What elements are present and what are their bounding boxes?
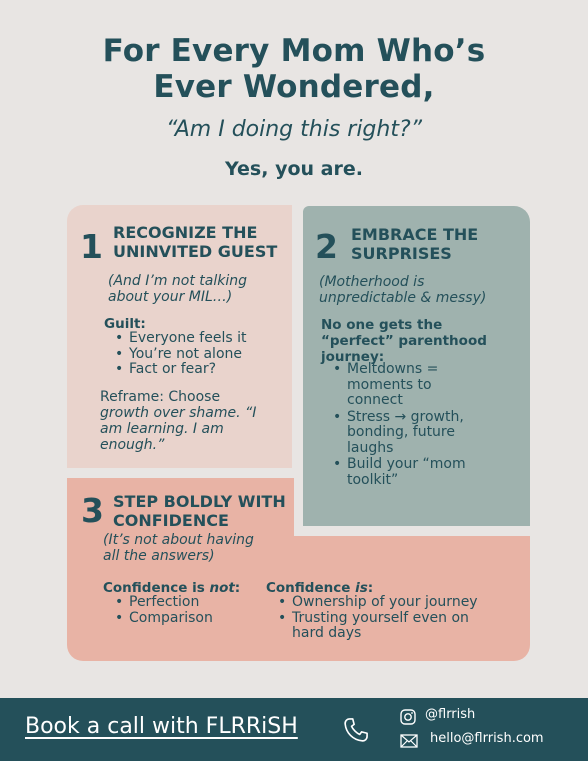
card1-aside-line1: (And I’m not talking: [108, 273, 248, 289]
confidence-is-list: [275, 595, 478, 642]
list-item: [275, 595, 478, 611]
label-colon: :: [367, 580, 374, 596]
item-line: moments to: [347, 376, 432, 393]
title-line-1: For Every Mom Who’s: [102, 33, 486, 69]
list-item: [275, 611, 478, 642]
quote-subtitle: “Am I doing this right?”: [165, 117, 423, 142]
reframe-line4: enough.”: [100, 437, 165, 453]
list-item: • Fact or fear?: [112, 362, 246, 378]
card2-list: [330, 362, 466, 488]
card2-number: 2: [315, 227, 338, 266]
card1-heading-line2: UNINVITED GUEST: [113, 242, 278, 261]
card3-aside: [103, 532, 254, 564]
page-title: [0, 33, 588, 105]
item-line: • Ownership of your journey: [292, 594, 478, 610]
instagram-icon[interactable]: [400, 709, 416, 725]
item-line: hard days: [292, 625, 362, 641]
answer-text: Yes, you are.: [225, 158, 363, 180]
card3-aside-line2: all the answers): [103, 548, 215, 564]
item-line: • Stress → growth,: [347, 408, 464, 425]
confidence-not-list: [112, 595, 213, 626]
list-item: • Everyone feels it: [112, 331, 246, 347]
card2-label-line2: “perfect” parenthood: [321, 333, 487, 349]
card1-heading: [113, 223, 277, 261]
list-item: • You’re not alone: [112, 347, 246, 363]
label-text: Confidence is: [103, 580, 210, 596]
list-item: [330, 457, 466, 488]
item-line: • Meltdowns =: [347, 361, 439, 377]
item-line: • Trusting yourself even on: [292, 609, 469, 626]
card1-list: [112, 331, 246, 378]
mail-icon[interactable]: [400, 734, 418, 748]
card1-aside: [108, 273, 247, 305]
list-item: • Perfection: [112, 595, 213, 611]
label-colon: :: [234, 580, 241, 596]
card3-heading-line1: STEP BOLDLY WITH: [113, 492, 286, 511]
card1-number: 1: [80, 227, 103, 266]
list-item: [330, 362, 466, 409]
book-call-link[interactable]: Book a call with FLRRiSH: [25, 714, 298, 739]
card2-label-line3: journey:: [321, 349, 385, 365]
card1-label: Guilt:: [104, 316, 146, 332]
reframe-line3: am learning. I am: [100, 421, 224, 437]
list-item: • Comparison: [112, 611, 213, 627]
email-link[interactable]: hello@flrrish.com: [430, 731, 544, 746]
phone-icon[interactable]: [342, 716, 370, 744]
card1-heading-line1: RECOGNIZE THE: [113, 223, 258, 242]
item-line: bonding, future: [347, 424, 455, 440]
item-line: connect: [347, 392, 403, 408]
list-item: [330, 410, 466, 457]
label-emphasis: is: [355, 580, 368, 596]
card2-heading-line1: EMBRACE THE: [351, 225, 479, 244]
item-line: toolkit”: [347, 471, 399, 488]
card2-aside-line1: (Motherhood is: [319, 274, 425, 290]
card3-heading: [113, 492, 286, 530]
item-line: laughs: [347, 439, 394, 456]
card3-heading-line2: CONFIDENCE: [113, 511, 229, 530]
label-emphasis: not: [209, 580, 235, 596]
card2-aside: [319, 274, 486, 306]
card3-number: 3: [81, 491, 104, 530]
card2-label: [321, 317, 487, 365]
card2-heading: [351, 225, 478, 263]
item-line: • Build your “mom: [347, 456, 466, 472]
reframe-line2: growth over shame. “I: [100, 405, 257, 421]
title-line-2: Ever Wondered,: [153, 69, 435, 105]
card2-aside-line2: unpredictable & messy): [319, 290, 487, 306]
card2-heading-line2: SURPRISES: [351, 244, 452, 263]
instagram-handle[interactable]: @flrrish: [425, 707, 476, 722]
card1-reframe: [100, 389, 256, 453]
card1-aside-line2: about your MIL…): [108, 289, 233, 305]
reframe-line1: Reframe: Choose: [100, 389, 221, 405]
label-text: Confidence: [266, 580, 356, 596]
card2-label-line1: No one gets the: [321, 317, 443, 333]
card3-aside-line1: (It’s not about having: [103, 532, 254, 548]
